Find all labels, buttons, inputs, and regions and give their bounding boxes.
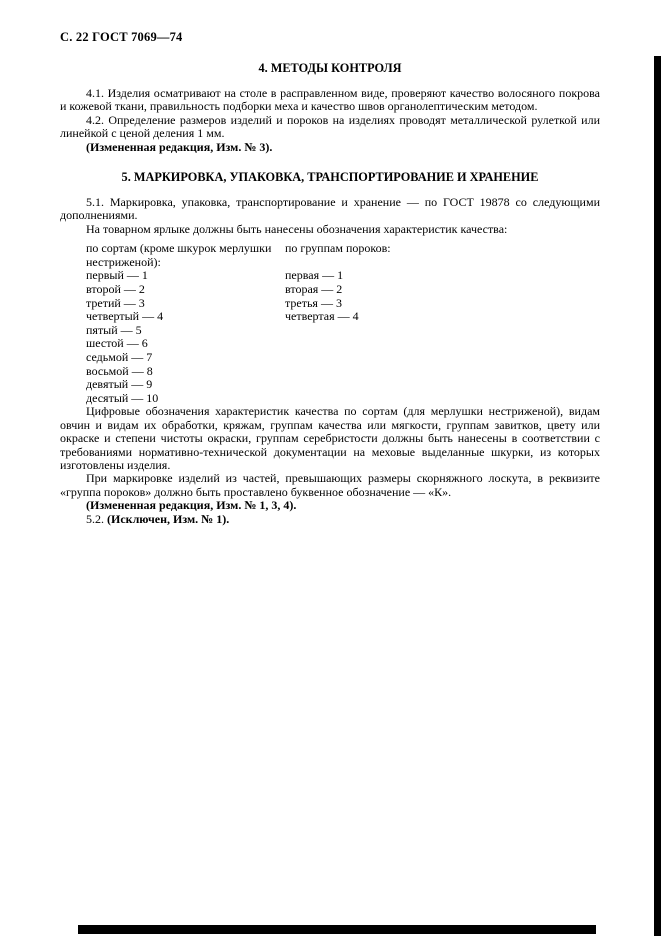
defect-group-item: четвертая — 4 bbox=[285, 309, 359, 324]
quality-marks-columns bbox=[86, 242, 600, 405]
paragraph-5-marking: При маркировке изделий из частей, превышающих размеры скорняжного лоскута, в реквизите «группа пороков» должно быть проставлено буквенное обозначение — «К». bbox=[60, 471, 600, 499]
sort-item: десятый — 10 bbox=[86, 390, 159, 405]
defect-group-item: первая — 1 bbox=[285, 268, 344, 283]
right-edge-scan-bar bbox=[654, 56, 661, 936]
sort-item: первый — 1 bbox=[86, 268, 148, 283]
sort-item: восьмой — 8 bbox=[86, 363, 153, 378]
section-4-title: 4. МЕТОДЫ КОНТРОЛЯ bbox=[258, 61, 402, 75]
paragraph-5-2-number: 5.2. bbox=[86, 511, 107, 526]
paragraph-5-digits: Цифровые обозначения характеристик качества по сортам (для мерлушки нестриженой), видам овчин и видам их обработки, кряжам, группам качества или мягкости, группам завитков, цвету или окраске и степени чистоты окраски, группам серебристости должны быть нанесены в соответствии с требованиями нормативно-технической документации на меховые выделанные шкурки, из которых изготовлены изделия. bbox=[60, 404, 600, 472]
sort-item: пятый — 5 bbox=[86, 322, 142, 337]
defect-groups-column-header: по группам пороков: bbox=[285, 241, 391, 256]
paragraph-4-2: 4.2. Определение размеров изделий и пороков на изделиях проводят металлической рулеткой или линейкой с ценой деления 1 мм. bbox=[60, 112, 600, 141]
paragraph-5-1: 5.1. Маркировка, упаковка, транспортирование и хранение — по ГОСТ 19878 со следующими дополнениями. bbox=[60, 195, 600, 223]
sort-item: второй — 2 bbox=[86, 282, 145, 297]
defect-groups-column bbox=[285, 242, 505, 405]
amendment-note-5: (Измененная редакция, Изм. № 1, 3, 4). bbox=[86, 498, 297, 513]
sort-item: шестой — 6 bbox=[86, 336, 148, 351]
sorts-column bbox=[86, 242, 285, 405]
column-spacer bbox=[285, 256, 505, 270]
defect-group-item: вторая — 2 bbox=[285, 282, 343, 297]
paragraph-4-1: 4.1. Изделия осматривают на столе в расправленном виде, проверяют качество волосяного покрова и кожевой ткани, правильность подборки меха и качество швов органолептическим методом. bbox=[60, 86, 600, 114]
sort-item: седьмой — 7 bbox=[86, 350, 153, 364]
sorts-column-header: по сортам (кроме шкурок мерлушки нестриженой): bbox=[86, 241, 272, 269]
section-5-title: 5. МАРКИРОВКА, УПАКОВКА, ТРАНСПОРТИРОВАНИЕ И ХРАНЕНИЕ bbox=[121, 170, 539, 185]
amendment-note-4: (Измененная редакция, Изм. № 3). bbox=[86, 139, 273, 154]
page-content bbox=[60, 30, 600, 526]
paragraph-5-1-note: На товарном ярлыке должны быть нанесены обозначения характеристик качества: bbox=[86, 221, 508, 236]
paragraph-5-2 bbox=[60, 513, 600, 526]
page-header: С. 22 ГОСТ 7069—74 bbox=[60, 30, 183, 44]
bottom-scan-bar bbox=[78, 925, 596, 934]
sort-item: четвертый — 4 bbox=[86, 309, 164, 324]
sort-item: третий — 3 bbox=[86, 295, 145, 310]
sort-item: девятый — 9 bbox=[86, 377, 153, 392]
defect-group-item: третья — 3 bbox=[285, 295, 342, 310]
paragraph-5-2-excluded: (Исключен, Изм. № 1). bbox=[107, 511, 230, 526]
